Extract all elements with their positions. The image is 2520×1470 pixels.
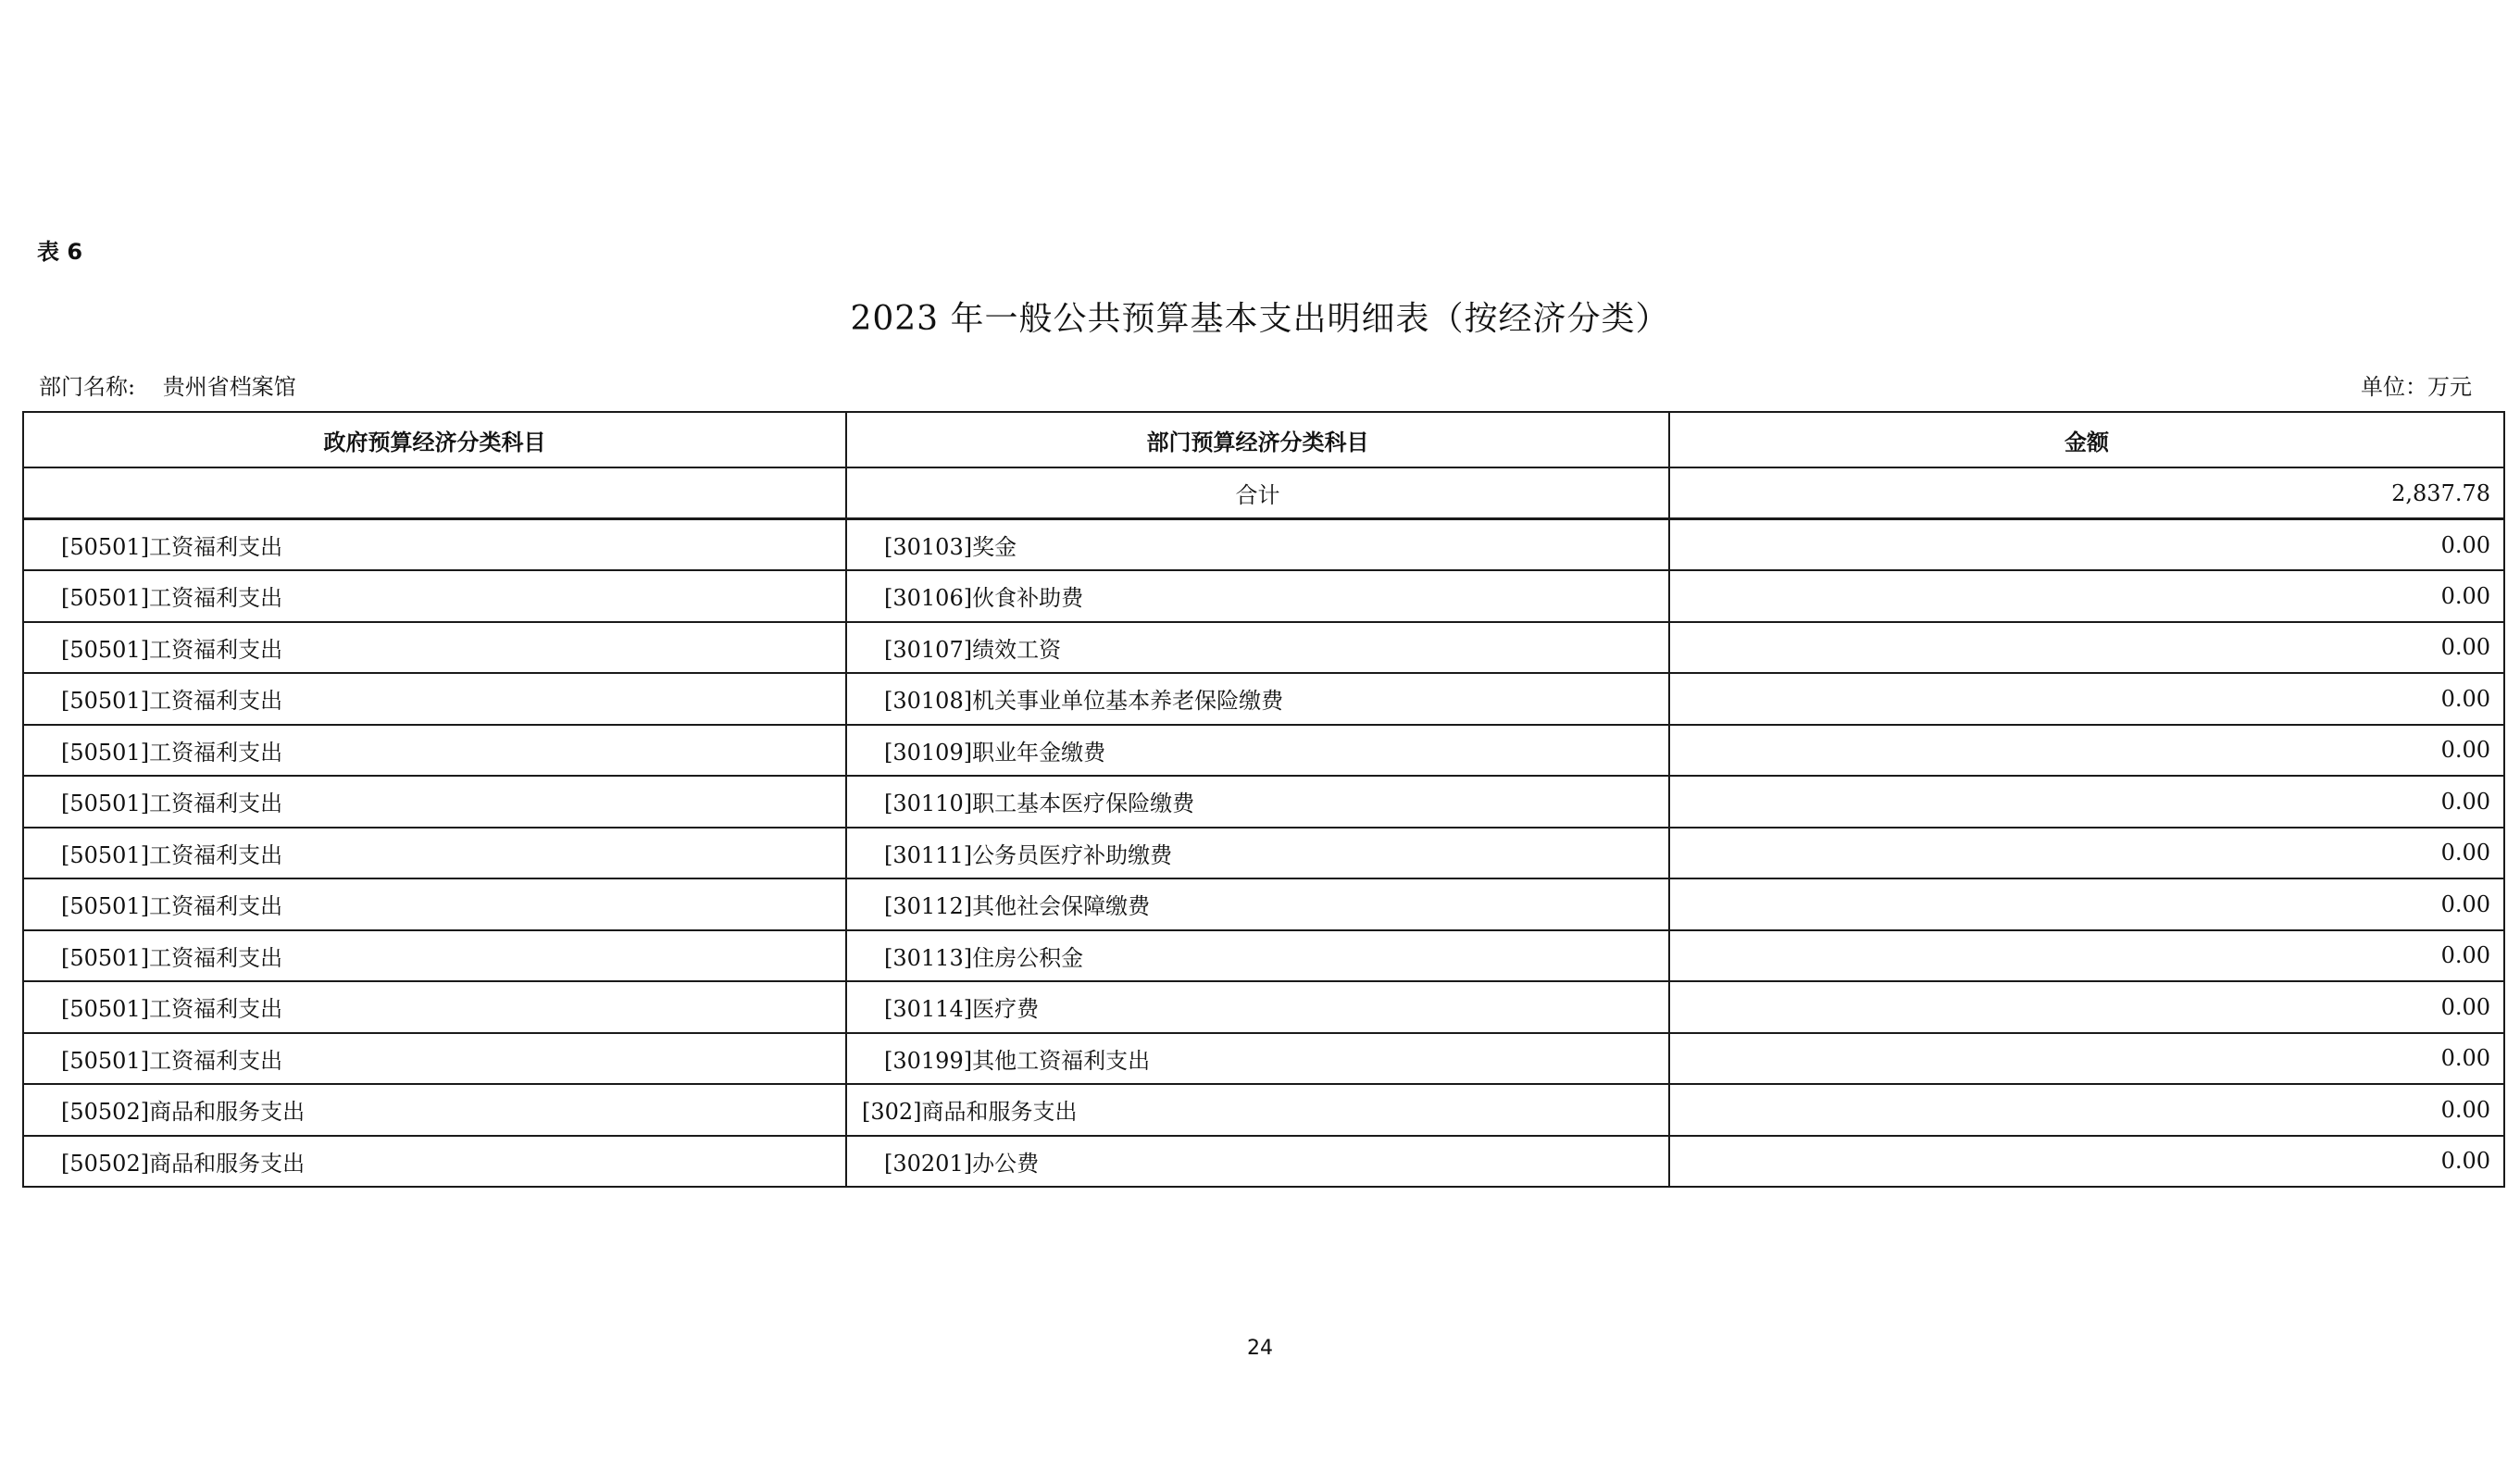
header-amount: 金额 [1669,412,2504,467]
table-row [23,622,2504,674]
page-number: 24 [1247,1337,1273,1360]
gov-category-cell: [50501]工资福利支出 [23,930,846,982]
table-row [23,519,2504,571]
amount-cell: 0.00 [1669,828,2504,879]
amount-cell: 0.00 [1669,673,2504,725]
dept-category-cell: [302]商品和服务支出 [846,1084,1669,1136]
table-row [23,1033,2504,1085]
gov-category-cell: [50501]工资福利支出 [23,519,846,571]
amount-cell: 0.00 [1669,930,2504,982]
gov-category-cell: [50502]商品和服务支出 [23,1136,846,1188]
gov-category-cell: [50501]工资福利支出 [23,776,846,828]
page-title: 2023 年一般公共预算基本支出明细表（按经济分类） [850,300,1670,338]
total-label: 合计 [846,467,1669,519]
department-name: 贵州省档案馆 [162,374,296,400]
gov-category-cell: [50501]工资福利支出 [23,725,846,777]
table-row [23,725,2504,777]
dept-category-cell: [30114]医疗费 [846,981,1669,1033]
table-row [23,1136,2504,1188]
gov-category-cell: [50501]工资福利支出 [23,570,846,622]
dept-category-cell: [30113]住房公积金 [846,930,1669,982]
budget-table [22,411,2505,1188]
dept-category-cell: [30107]绩效工资 [846,622,1669,674]
dept-category-cell: [30103]奖金 [846,519,1669,571]
dept-category-cell: [30109]职业年金缴费 [846,725,1669,777]
unit-label: 单位：万元 [2361,374,2472,400]
amount-cell: 0.00 [1669,519,2504,571]
dept-category-cell: [30201]办公费 [846,1136,1669,1188]
table-row [23,673,2504,725]
dept-category-cell: [30112]其他社会保障缴费 [846,878,1669,930]
amount-cell: 0.00 [1669,622,2504,674]
dept-category-cell: [30106]伙食补助费 [846,570,1669,622]
dept-category-cell: [30110]职工基本医疗保险缴费 [846,776,1669,828]
amount-cell: 0.00 [1669,1136,2504,1188]
gov-category-cell: [50501]工资福利支出 [23,1033,846,1085]
amount-cell: 0.00 [1669,570,2504,622]
table-row [23,1084,2504,1136]
table-row [23,878,2504,930]
header-gov-category: 政府预算经济分类科目 [23,412,846,467]
table-row [23,828,2504,879]
gov-category-cell: [50501]工资福利支出 [23,878,846,930]
table-label: 表 6 [37,239,83,265]
dept-category-cell: [30111]公务员医疗补助缴费 [846,828,1669,879]
total-row [23,467,2504,519]
dept-category-cell: [30108]机关事业单位基本养老保险缴费 [846,673,1669,725]
total-amount: 2,837.78 [1669,467,2504,519]
table-row [23,930,2504,982]
gov-category-cell: [50501]工资福利支出 [23,981,846,1033]
table-row [23,776,2504,828]
amount-cell: 0.00 [1669,878,2504,930]
gov-category-cell: [50501]工资福利支出 [23,673,846,725]
gov-category-cell: [50501]工资福利支出 [23,622,846,674]
department-line [39,368,296,401]
amount-cell: 0.00 [1669,981,2504,1033]
amount-cell: 0.00 [1669,776,2504,828]
table-row [23,570,2504,622]
header-dept-category: 部门预算经济分类科目 [846,412,1669,467]
department-label: 部门名称: [39,374,136,400]
amount-cell: 0.00 [1669,1084,2504,1136]
table-header-row [23,412,2504,467]
dept-category-cell: [30199]其他工资福利支出 [846,1033,1669,1085]
gov-category-cell: [50501]工资福利支出 [23,828,846,879]
amount-cell: 0.00 [1669,725,2504,777]
total-gov-cell [23,467,846,519]
amount-cell: 0.00 [1669,1033,2504,1085]
gov-category-cell: [50502]商品和服务支出 [23,1084,846,1136]
table-row [23,981,2504,1033]
